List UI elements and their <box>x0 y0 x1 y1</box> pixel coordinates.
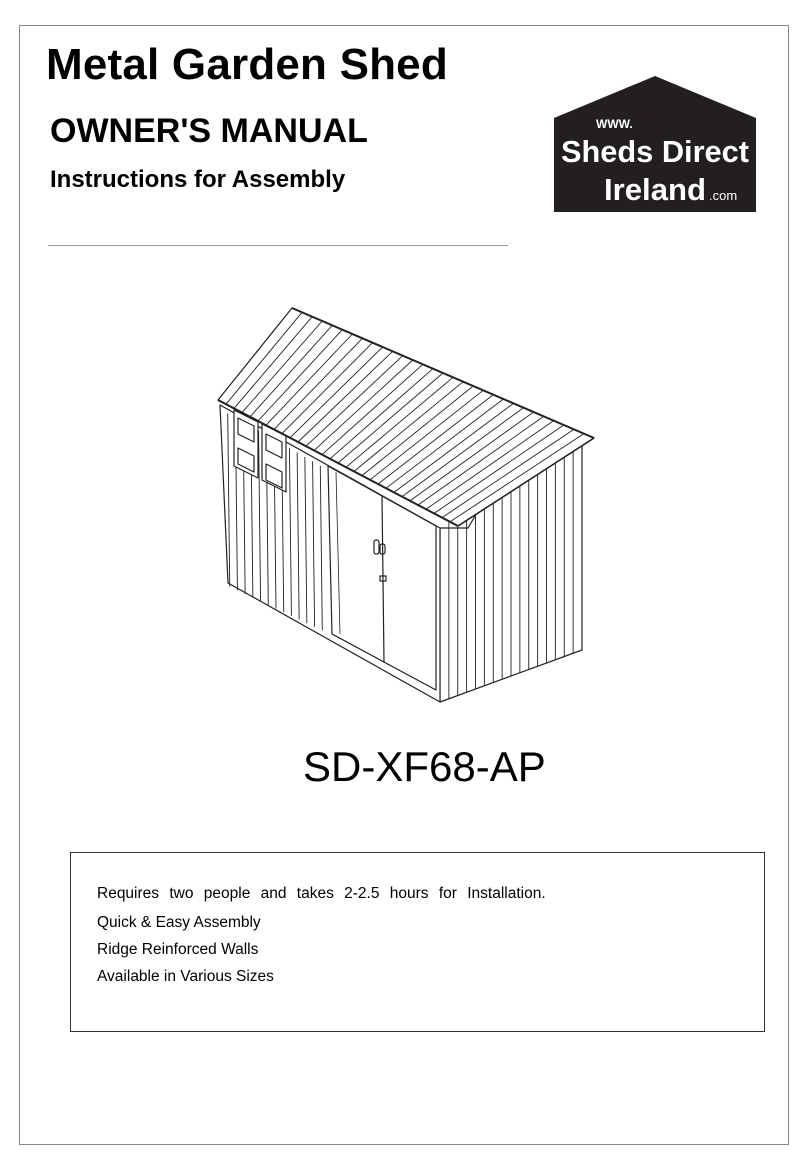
feature-line: Quick & Easy Assembly <box>97 914 261 931</box>
page-title: Metal Garden Shed <box>46 40 448 89</box>
model-number: SD-XF68-AP <box>303 743 546 790</box>
logo-suffix: .com <box>709 188 738 203</box>
feature-line: Ridge Reinforced Walls <box>97 941 259 958</box>
sheds-direct-logo <box>554 76 756 212</box>
features-box <box>70 852 765 1032</box>
instructions-heading: Instructions for Assembly <box>50 166 346 193</box>
logo-www: WWW. <box>596 117 633 131</box>
logo-line-2: Ireland <box>604 172 706 207</box>
metal-shed-illustration <box>210 300 610 710</box>
logo-line-1: Sheds Direct <box>561 134 749 169</box>
manual-subtitle: OWNER'S MANUAL <box>50 112 368 150</box>
feature-line: Requires two people and takes 2-2.5 hours for Installation. <box>97 885 546 902</box>
feature-line: Available in Various Sizes <box>97 968 274 985</box>
header-divider <box>48 245 508 246</box>
